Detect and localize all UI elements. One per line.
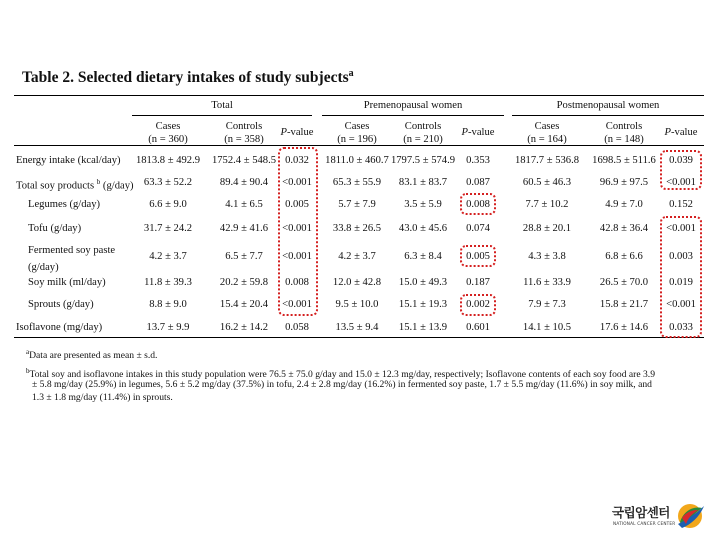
col-header-cases: Cases (n = 164) — [527, 121, 567, 145]
table-cell: 15.8 ± 21.7 — [599, 299, 649, 310]
group-header-premenopausal: Premenopausal women — [363, 100, 463, 111]
table-cell: 16.2 ± 14.2 — [219, 322, 269, 333]
highlight-box-legumes-pre — [460, 193, 496, 215]
highlight-box-post-energy-soy — [660, 150, 702, 190]
pvalue-cell: 0.039 — [669, 155, 693, 166]
table-cell: 6.3 ± 8.4 — [404, 251, 442, 262]
row-label: Legumes (g/day) — [28, 199, 101, 210]
col-header-pvalue: P-value — [280, 127, 314, 138]
group-rule-total — [132, 115, 312, 116]
table-cell: 1817.7 ± 536.8 — [514, 155, 580, 166]
col-header-controls: Controls (n = 148) — [604, 121, 644, 145]
table-cell: 14.1 ± 10.5 — [522, 322, 572, 333]
table-cell: 60.5 ± 46.3 — [522, 177, 572, 188]
table-cell: 4.9 ± 7.0 — [605, 199, 643, 210]
table-cell: 13.5 ± 9.4 — [335, 322, 379, 333]
table-cell: 1811.0 ± 460.7 — [325, 155, 389, 166]
table-cell: 1698.5 ± 511.6 — [592, 155, 656, 166]
table-title: Table 2. Selected dietary intakes of study subjects$^a$ — [22, 68, 354, 87]
table-cell: 7.7 ± 10.2 — [525, 199, 569, 210]
table-cell: 42.8 ± 36.4 — [599, 223, 649, 234]
group-header-postmenopausal: Postmenopausal women — [556, 100, 660, 111]
bottom-rule — [14, 337, 704, 338]
table-cell: 6.8 ± 6.6 — [605, 251, 643, 262]
footnote-b-line2: ± 5.8 mg/day (25.9%) in legumes, 5.6 ± 5.2 mg/day (37.5%) in tofu, 2.4 ± 2.8 mg/day (16.2%) in fermented soy paste, 1.7 ± 5.5 mg/day (11.6%) in soy milk, and — [32, 379, 652, 390]
pvalue-cell: 0.005 — [285, 199, 309, 210]
header-rule — [14, 145, 704, 146]
table-cell: 43.0 ± 45.6 — [398, 223, 448, 234]
group-rule-premenopausal — [322, 115, 504, 116]
row-label: Fermented soy paste (g/day) — [28, 245, 116, 273]
pvalue-cell: <0.001 — [282, 223, 312, 234]
table-cell: 17.6 ± 14.6 — [599, 322, 649, 333]
table-cell: 28.8 ± 20.1 — [522, 223, 572, 234]
pvalue-cell: 0.008 — [466, 199, 490, 210]
pvalue-cell: 0.005 — [466, 251, 490, 262]
highlight-box-total-pvalue — [278, 147, 318, 316]
pvalue-cell: 0.601 — [466, 322, 490, 333]
row-label: Soy milk (ml/day) — [28, 277, 106, 288]
table-cell: 4.1 ± 6.5 — [225, 199, 263, 210]
pvalue-cell: 0.087 — [466, 177, 490, 188]
table-cell: 65.3 ± 55.9 — [332, 177, 382, 188]
footnote-a: $^a$Data are presented as mean ± s.d. — [26, 348, 158, 362]
table-cell: 31.7 ± 24.2 — [143, 223, 193, 234]
pvalue-cell: <0.001 — [282, 177, 312, 188]
pvalue-cell: <0.001 — [282, 251, 312, 262]
pvalue-cell: 0.019 — [669, 277, 693, 288]
group-header-total: Total — [211, 100, 233, 111]
col-header-cases: Cases (n = 196) — [337, 121, 377, 145]
pvalue-cell: <0.001 — [666, 299, 696, 310]
row-label: Isoflavone (mg/day) — [16, 322, 103, 333]
pvalue-cell: 0.074 — [466, 223, 490, 234]
col-header-controls: Controls (n = 210) — [403, 121, 443, 145]
pvalue-cell: <0.001 — [666, 177, 696, 188]
row-label: Sprouts (g/day) — [28, 299, 94, 310]
footnote-b-line1: $^b$Total soy and isoflavone intakes in this study population were 76.5 ± 75.0 g/day and 15.0 ± 12.3 mg/day, respectively; Isoflavone contents of each soy food are 3.9 — [26, 367, 655, 381]
table-cell: 5.7 ± 7.9 — [338, 199, 376, 210]
pvalue-cell: <0.001 — [282, 299, 312, 310]
pvalue-cell: 0.033 — [669, 322, 693, 333]
table-cell: 13.7 ± 9.9 — [146, 322, 190, 333]
top-rule — [14, 95, 704, 96]
col-header-pvalue: P-value — [664, 127, 698, 138]
table-cell: 8.8 ± 9.0 — [149, 299, 187, 310]
table-cell: 63.3 ± 52.2 — [143, 177, 193, 188]
pvalue-cell: 0.058 — [285, 322, 309, 333]
table-cell: 7.9 ± 7.3 — [528, 299, 566, 310]
highlight-box-post-lower — [660, 216, 702, 338]
table-cell: 26.5 ± 70.0 — [599, 277, 649, 288]
table-cell: 1813.8 ± 492.9 — [135, 155, 201, 166]
table-cell: 12.0 ± 42.8 — [332, 277, 382, 288]
table-cell: 4.2 ± 3.7 — [149, 251, 187, 262]
logo-korean-text: 국립암센터 — [612, 505, 670, 520]
pvalue-cell: 0.187 — [466, 277, 490, 288]
table-cell: 15.0 ± 49.3 — [398, 277, 448, 288]
table-cell: 9.5 ± 10.0 — [335, 299, 379, 310]
table-cell: 89.4 ± 90.4 — [219, 177, 269, 188]
table-cell: 15.4 ± 20.4 — [219, 299, 269, 310]
col-header-pvalue: P-value — [461, 127, 495, 138]
table-cell: 83.1 ± 83.7 — [398, 177, 448, 188]
pvalue-cell: <0.001 — [666, 223, 696, 234]
table-cell: 42.9 ± 41.6 — [219, 223, 269, 234]
table-cell: 96.9 ± 97.5 — [599, 177, 649, 188]
table-cell: 6.6 ± 9.0 — [149, 199, 187, 210]
table-cell: 1752.4 ± 548.5 — [211, 155, 277, 166]
table-cell: 33.8 ± 26.5 — [332, 223, 382, 234]
table-cell: 11.8 ± 39.3 — [144, 277, 192, 288]
table-cell: 3.5 ± 5.9 — [404, 199, 442, 210]
row-label: Energy intake (kcal/day) — [16, 155, 121, 166]
row-label: Total soy products $^b$ (g/day) — [16, 178, 134, 192]
table-cell: 6.5 ± 7.7 — [225, 251, 263, 262]
highlight-box-sprouts-pre — [460, 294, 496, 316]
national-cancer-center-logo — [612, 503, 712, 533]
table-cell: 4.3 ± 3.8 — [528, 251, 566, 262]
pvalue-cell: 0.008 — [285, 277, 309, 288]
group-rule-postmenopausal — [512, 115, 704, 116]
footnote-b-line3: 1.3 ± 1.8 mg/day (11.4%) in sprouts. — [32, 392, 173, 403]
pvalue-cell: 0.003 — [669, 251, 693, 262]
table-cell: 15.1 ± 13.9 — [398, 322, 448, 333]
col-header-controls: Controls (n = 358) — [224, 121, 264, 145]
table-cell: 11.6 ± 33.9 — [523, 277, 571, 288]
table-cell: 1797.5 ± 574.9 — [390, 155, 456, 166]
table-cell: 4.2 ± 3.7 — [338, 251, 376, 262]
col-header-cases: Cases (n = 360) — [148, 121, 188, 145]
logo-mark-icon — [674, 500, 706, 532]
pvalue-cell: 0.002 — [466, 299, 490, 310]
pvalue-cell: 0.152 — [669, 199, 693, 210]
pvalue-cell: 0.032 — [285, 155, 309, 166]
table-cell: 15.1 ± 19.3 — [398, 299, 448, 310]
logo-english-text: NATIONAL CANCER CENTER — [613, 521, 676, 526]
pvalue-cell: 0.353 — [466, 155, 490, 166]
row-label: Tofu (g/day) — [28, 223, 82, 234]
highlight-box-fermented-pre — [460, 245, 496, 267]
table-cell: 20.2 ± 59.8 — [219, 277, 269, 288]
